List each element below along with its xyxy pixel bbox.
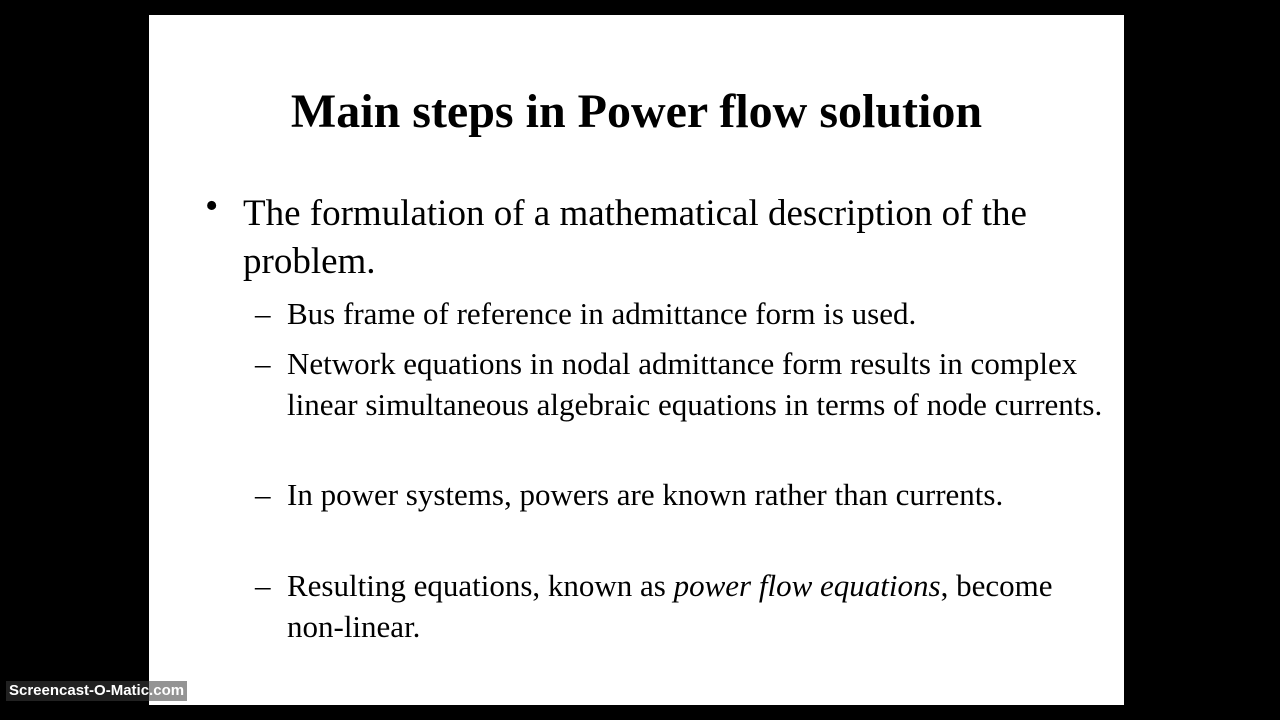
sub-point-text bbox=[287, 565, 1105, 647]
dash-icon: – bbox=[255, 477, 271, 512]
bullet-icon: • bbox=[205, 185, 219, 227]
dash-icon: – bbox=[255, 346, 271, 381]
sub-point-text: In power systems, powers are known rather than currents. bbox=[287, 477, 1004, 512]
emphasized-term: power flow equations bbox=[673, 568, 941, 603]
slide-title: Main steps in Power flow solution bbox=[290, 85, 983, 138]
presentation-slide bbox=[149, 15, 1124, 705]
dash-icon: – bbox=[255, 568, 271, 603]
sub-point-2 bbox=[255, 343, 1105, 425]
main-bullet-text: The formulation of a mathematical description of the problem. bbox=[243, 193, 1027, 282]
watermark-label: Screencast-O-Matic.com bbox=[6, 681, 187, 701]
sub-point-text: Network equations in nodal admittance form results in complex linear simultaneous algebraic equations in terms of node currents. bbox=[287, 346, 1103, 422]
sub-point-text: Bus frame of reference in admittance form is used. bbox=[287, 296, 917, 331]
sub-point-text-start: Resulting equations, known as bbox=[287, 568, 674, 603]
sub-point-text-end: , become non-linear. bbox=[287, 568, 1053, 644]
dash-icon: – bbox=[255, 296, 271, 331]
sub-point-4 bbox=[255, 565, 1105, 647]
sub-point-1 bbox=[255, 293, 1105, 334]
sub-point-3 bbox=[255, 474, 1105, 515]
